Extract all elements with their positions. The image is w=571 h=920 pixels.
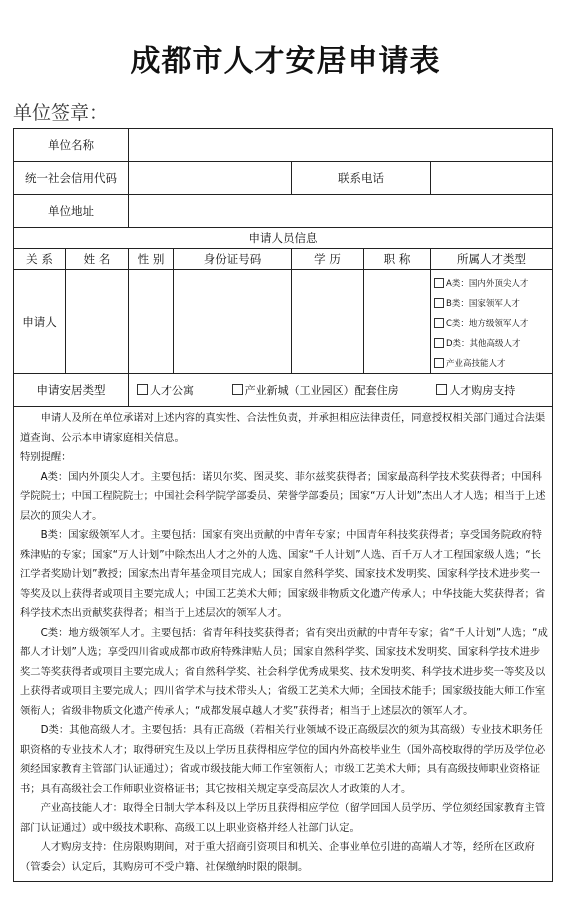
applicant-id-field[interactable]: [174, 270, 292, 374]
unit-name-label: 单位名称: [14, 129, 129, 162]
housing-option-purchase[interactable]: 人才购房支持: [436, 382, 515, 398]
applicant-label: 申请人: [14, 270, 66, 374]
col-id-number: 身份证号码: [174, 249, 292, 270]
commitment-text: 申请人及所在单位承诺对上述内容的真实性、合法性负责，并承担相应法律责任，同意授权相关部门通过合法渠道查询、公示本申请家庭相关信息。: [20, 412, 546, 444]
credit-code-field[interactable]: [129, 162, 292, 195]
checkbox-icon[interactable]: [434, 278, 444, 288]
reminder-label: 特别提醒：: [20, 451, 72, 463]
applicant-info-header: 申请人员信息: [14, 228, 553, 249]
talent-option-c[interactable]: C类：地方级领军人才: [434, 313, 552, 333]
note-purchase: 人才购房支持：住房限购期间，对于重大招商引资项目和机关、企事业单位引进的高端人才等，经所在区政府（管委会）认定后，其购房可不受户籍、社保缴纳时限的限制。: [20, 841, 535, 873]
talent-option-b[interactable]: B类：国家领军人才: [434, 293, 552, 313]
housing-option-industrial[interactable]: 产业新城（工业园区）配套住房: [232, 382, 399, 398]
col-relation: 关 系: [14, 249, 66, 270]
col-title: 职 称: [364, 249, 431, 270]
phone-field[interactable]: [431, 162, 553, 195]
application-form: [13, 128, 553, 882]
unit-name-field[interactable]: [129, 129, 553, 162]
note-c: C类：地方级领军人才。主要包括：省青年科技奖获得者；省有突出贡献的中青年专家；省“千人计划”人选；“成都人才计划”人选；享受四川省或成都市政府特殊津贴人员；国家自然科学奖、国家技术发明奖、国家科学技术进步奖二等奖获得者或项目主要完成人；省自然科学奖、社会科学优秀成果奖、技术发明奖、科学技术进步奖一等奖及以上获得者或项目主要完成人；四川省学术与技术带头人；省级工艺美术大师；全国技术能手；国家级技能大师工作室领衔人；省级非物质文化遗产传承人；“成都发展卓越人才奖”获得者；相当于上述层次的领军人才。: [20, 626, 548, 717]
note-d: D类：其他高级人才。主要包括：具有正高级（若相关行业领域不设正高级层次的须为其高级）专业技术职务任职资格的专业技术人才；取得研究生及以上学历且获得相应学位的国内外高校毕业生（国外高校取得的学历及学位必须经国家教育主管部门认证通过）；省或市级技能大师工作室领衔人；市级工艺美术大师；具有高级技师职业资格证书；具有高级社会工作师职业资格证书；其它按相关规定享受高层次人才政策的人才。: [20, 724, 546, 795]
unit-address-field[interactable]: [129, 195, 553, 228]
checkbox-icon[interactable]: [436, 384, 447, 395]
checkbox-icon[interactable]: [137, 384, 148, 395]
unit-seal-label: 单位签章：: [13, 102, 109, 124]
checkbox-icon[interactable]: [434, 318, 444, 328]
applicant-education-field[interactable]: [292, 270, 364, 374]
note-industry: 产业高技能人才：取得全日制大学本科及以上学历且获得相应学位（留学回国人员学历、学位须经国家教育主管部门认证通过）或中级技术职称、高级工以上职业资格并经人社部门认定。: [20, 802, 546, 834]
talent-type-options: [431, 270, 553, 374]
checkbox-icon[interactable]: [232, 384, 243, 395]
applicant-title-field[interactable]: [364, 270, 431, 374]
note-a: A类：国内外顶尖人才。主要包括：诺贝尔奖、图灵奖、菲尔兹奖获得者；国家最高科学技术奖获得者；中国科学院院士；中国工程院院士；中国社会科学院学部委员、荣誉学部委员；国家“万人计划”杰出人才人选；相当于上述层次的顶尖人才。: [20, 470, 546, 522]
housing-option-apartment[interactable]: 人才公寓: [137, 382, 194, 398]
page-title: 成都市人才安居申请表: [130, 44, 441, 79]
applicant-name-field[interactable]: [66, 270, 129, 374]
col-gender: 性 别: [129, 249, 174, 270]
talent-option-industry[interactable]: 产业高技能人才: [434, 353, 552, 373]
applicant-gender-field[interactable]: [129, 270, 174, 374]
col-name: 姓 名: [66, 249, 129, 270]
col-talent-type: 所属人才类型: [431, 249, 553, 270]
phone-label: 联系电话: [292, 162, 431, 195]
unit-address-label: 单位地址: [14, 195, 129, 228]
talent-option-d[interactable]: D类：其他高级人才: [434, 333, 552, 353]
housing-type-options: [129, 374, 553, 407]
talent-option-a[interactable]: A类：国内外顶尖人才: [434, 273, 552, 293]
checkbox-icon[interactable]: [434, 358, 444, 368]
note-b: B类：国家级领军人才。主要包括：国家有突出贡献的中青年专家；中国青年科技奖获得者；享受国务院政府特殊津贴的专家；国家“万人计划”中除杰出人才之外的人选、国家“千人计划”人选、百千万人才工程国家级人选；“长江学者奖励计划”教授；国家杰出青年基金项目完成人；国家自然科学奖、国家技术发明奖、国家科学技术进步奖一等奖及以上获得者或项目主要完成人；中国工艺美术大师；国家级非物质文化遗产传承人；中华技能大奖获得者；省科学技术杰出贡献奖获得者；相当于上述层次的领军人才。: [20, 529, 546, 619]
credit-code-label: 统一社会信用代码: [14, 162, 129, 195]
checkbox-icon[interactable]: [434, 298, 444, 308]
col-education: 学 历: [292, 249, 364, 270]
housing-type-label: 申请安居类型: [14, 374, 129, 407]
checkbox-icon[interactable]: [434, 338, 444, 348]
notes-section: [14, 407, 553, 882]
